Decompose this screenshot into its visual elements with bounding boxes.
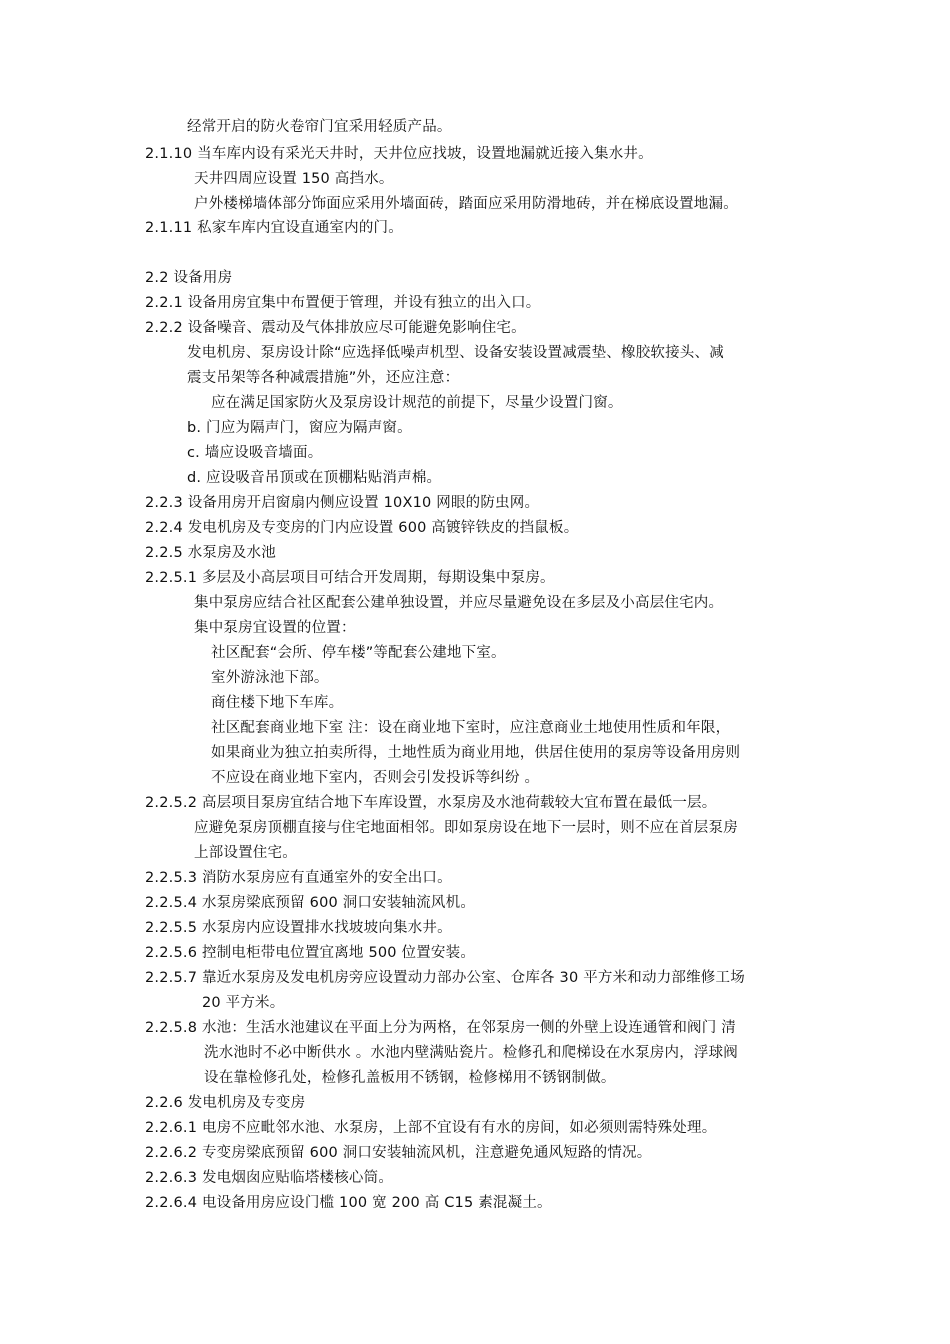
text-line: 洗水池时不必中断供水 。水池内壁满贴瓷片。检修孔和爬梯设在水泵房内，浮球阀 [204, 1045, 739, 1061]
section-2-2-4: 2.2.4 发电机房及专变房的门内应设置 600 高镀锌铁皮的挡鼠板。 [145, 520, 579, 536]
text-line: 天井四周应设置 150 高挡水。 [194, 171, 394, 187]
text-line: 20 平方米。 [202, 995, 285, 1011]
section-2-2-5-8: 2.2.5.8 水池：生活水池建议在平面上分为两格，在邻泵房一侧的外壁上设连通管和阀门 清 [145, 1020, 736, 1036]
text-line: 不应设在商业地下室内，否则会引发投诉等纠纷 。 [211, 770, 540, 786]
list-item: d. 应设吸音吊顶或在顶棚粘贴消声棉。 [187, 470, 442, 486]
list-item: 室外游泳池下部。 [211, 670, 329, 686]
list-item: 社区配套“会所、停车楼”等配套公建地下室。 [211, 645, 506, 661]
section-2-2-6-1: 2.2.6.1 电房不应毗邻水池、水泵房，上部不宜设有有水的房间，如必须则需特殊处理。 [145, 1120, 717, 1136]
text-line: 经常开启的防火卷帘门宜采用轻质产品。 [187, 119, 452, 135]
list-item: 社区配套商业地下室 注：设在商业地下室时，应注意商业土地使用性质和年限， [211, 720, 731, 736]
section-2-2-5: 2.2.5 水泵房及水池 [145, 545, 276, 561]
section-2-2-5-4: 2.2.5.4 水泵房梁底预留 600 洞口安装轴流风机。 [145, 895, 476, 911]
list-item: 应在满足国家防火及泵房设计规范的前提下，尽量少设置门窗。 [211, 395, 623, 411]
section-heading-2-2: 2.2 设备用房 [145, 270, 233, 286]
section-2-2-5-5: 2.2.5.5 水泵房内应设置排水找坡坡向集水井。 [145, 920, 452, 936]
section-2-2-2: 2.2.2 设备噪音、震动及气体排放应尽可能避免影响住宅。 [145, 320, 526, 336]
text-line: 震支吊架等各种减震措施”外，还应注意： [187, 370, 460, 386]
section-2-2-6: 2.2.6 发电机房及专变房 [145, 1095, 306, 1111]
section-2-1-11: 2.1.11 私家车库内宜设直通室内的门。 [145, 220, 403, 236]
text-line: 上部设置住宅。 [194, 845, 297, 861]
section-2-2-6-4: 2.2.6.4 电设备用房应设门槛 100 宽 200 高 C15 素混凝土。 [145, 1195, 552, 1211]
section-2-2-1: 2.2.1 设备用房宜集中布置便于管理，并设有独立的出入口。 [145, 295, 541, 311]
section-2-2-5-1: 2.2.5.1 多层及小高层项目可结合开发周期，每期设集中泵房。 [145, 570, 555, 586]
section-2-2-5-3: 2.2.5.3 消防水泵房应有直通室外的安全出口。 [145, 870, 452, 886]
section-2-2-5-2: 2.2.5.2 高层项目泵房宜结合地下车库设置，水泵房及水池荷载较大宜布置在最低一层。 [145, 795, 717, 811]
section-2-1-10: 2.1.10 当车库内设有采光天井时，天井位应找坡，设置地漏就近接入集水井。 [145, 146, 653, 162]
section-2-2-3: 2.2.3 设备用房开启窗扇内侧应设置 10X10 网眼的防虫网。 [145, 495, 540, 511]
section-2-2-6-2: 2.2.6.2 专变房梁底预留 600 洞口安装轴流风机，注意避免通风短路的情况。 [145, 1145, 652, 1161]
text-line: 集中泵房宜设置的位置： [194, 620, 356, 636]
section-2-2-5-7: 2.2.5.7 靠近水泵房及发电机房旁应设置动力部办公室、仓库各 30 平方米和动力部维修工场 [145, 970, 745, 986]
section-2-2-5-6: 2.2.5.6 控制电柜带电位置宜离地 500 位置安装。 [145, 945, 476, 961]
text-line: 设在靠检修孔处，检修孔盖板用不锈钢，检修梯用不锈钢制做。 [204, 1070, 616, 1086]
text-line: 如果商业为独立拍卖所得，土地性质为商业用地，供居住使用的泵房等设备用房则 [211, 745, 741, 761]
text-line: 户外楼梯墙体部分饰面应采用外墙面砖，踏面应采用防滑地砖，并在梯底设置地漏。 [194, 196, 738, 212]
text-line: 集中泵房应结合社区配套公建单独设置，并应尽量避免设在多层及小高层住宅内。 [194, 595, 724, 611]
text-line: 发电机房、泵房设计除“应选择低噪声机型、设备安装设置减震垫、橡胶软接头、减 [187, 345, 724, 361]
list-item: 商住楼下地下车库。 [211, 695, 344, 711]
text-line: 应避免泵房顶棚直接与住宅地面相邻。即如泵房设在地下一层时，则不应在首层泵房 [194, 820, 738, 836]
list-item: c. 墙应设吸音墙面。 [187, 445, 323, 461]
list-item: b. 门应为隔声门，窗应为隔声窗。 [187, 420, 412, 436]
section-2-2-6-3: 2.2.6.3 发电烟囱应贴临塔楼核心筒。 [145, 1170, 394, 1186]
